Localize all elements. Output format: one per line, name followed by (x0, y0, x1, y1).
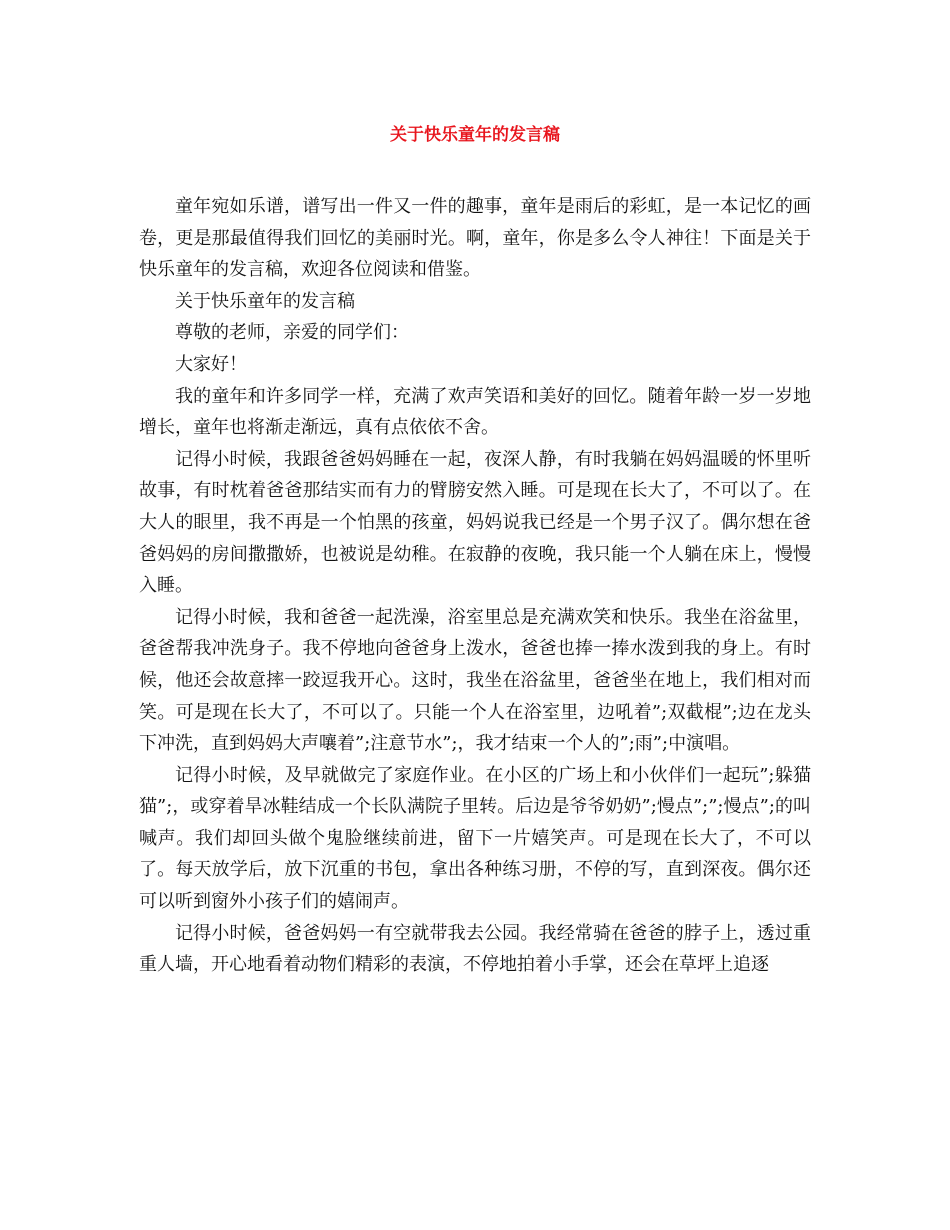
paragraph-salutation: 尊敬的老师，亲爱的同学们： (175, 322, 409, 344)
paragraph-subtitle: 关于快乐童年的发言稿 (175, 290, 355, 312)
paragraph-body: 记得小时候，及早就做完了家庭作业。在小区的广场上和小伙伴们一起玩”;躲猫猫”;，或穿着旱冰鞋结成一个长队满院子里转。后边是爷爷奶奶”;慢点”;”;慢点”;的叫喊声。我们却回头做个鬼脸继续前进，留下一片嬉笑声。可是现在长大了，不可以了。每天放学后，放下沉重的书包，拿出各种练习册，不停的写，直到深夜。偶尔还可以听到窗外小孩子们的嬉闹声。 (139, 764, 811, 913)
paragraph-body: 记得小时候，爸爸妈妈一有空就带我去公园。我经常骑在爸爸的脖子上，透过重重人墙，开心地看着动物们精彩的表演，不停地拍着小手掌，还会在草坪上追逐 (139, 922, 811, 976)
paragraph-body: 记得小时候，我跟爸爸妈妈睡在一起，夜深人静，有时我躺在妈妈温暖的怀里听故事，有时枕着爸爸那结实而有力的臂膀安然入睡。可是现在长大了，不可以了。在大人的眼里，我不再是一个怕黑的孩童，妈妈说我已经是一个男子汉了。偶尔想在爸爸妈妈的房间撒撒娇，也被说是幼稚。在寂静的夜晚，我只能一个人躺在床上，慢慢入睡。 (139, 448, 811, 597)
paragraph-greeting: 大家好！ (175, 353, 247, 375)
paragraph-intro: 童年宛如乐谱，谱写出一件又一件的趣事，童年是雨后的彩虹，是一本记忆的画卷，更是那最值得我们回忆的美丽时光。啊，童年，你是多么令人神往！下面是关于快乐童年的发言稿，欢迎各位阅读和借鉴。 (139, 196, 811, 281)
paragraph-body: 我的童年和许多同学一样，充满了欢声笑语和美好的回忆。随着年龄一岁一岁地增长，童年也将渐走渐远，真有点依依不舍。 (139, 385, 811, 439)
paragraph-body: 记得小时候，我和爸爸一起洗澡，浴室里总是充满欢笑和快乐。我坐在浴盆里，爸爸帮我冲洗身子。我不停地向爸爸身上泼水，爸爸也捧一捧水泼到我的身上。有时候，他还会故意摔一跤逗我开心。这时，我坐在浴盆里，爸爸坐在地上，我们相对而笑。可是现在长大了，不可以了。只能一个人在浴室里，边吼着”;双截棍”;边在龙头下冲洗，直到妈妈大声嚷着”;注意节水”;，我才结束一个人的”;雨”;中演唱。 (139, 606, 811, 755)
document-body (139, 191, 811, 981)
document-title: 关于快乐童年的发言稿 (390, 125, 560, 145)
